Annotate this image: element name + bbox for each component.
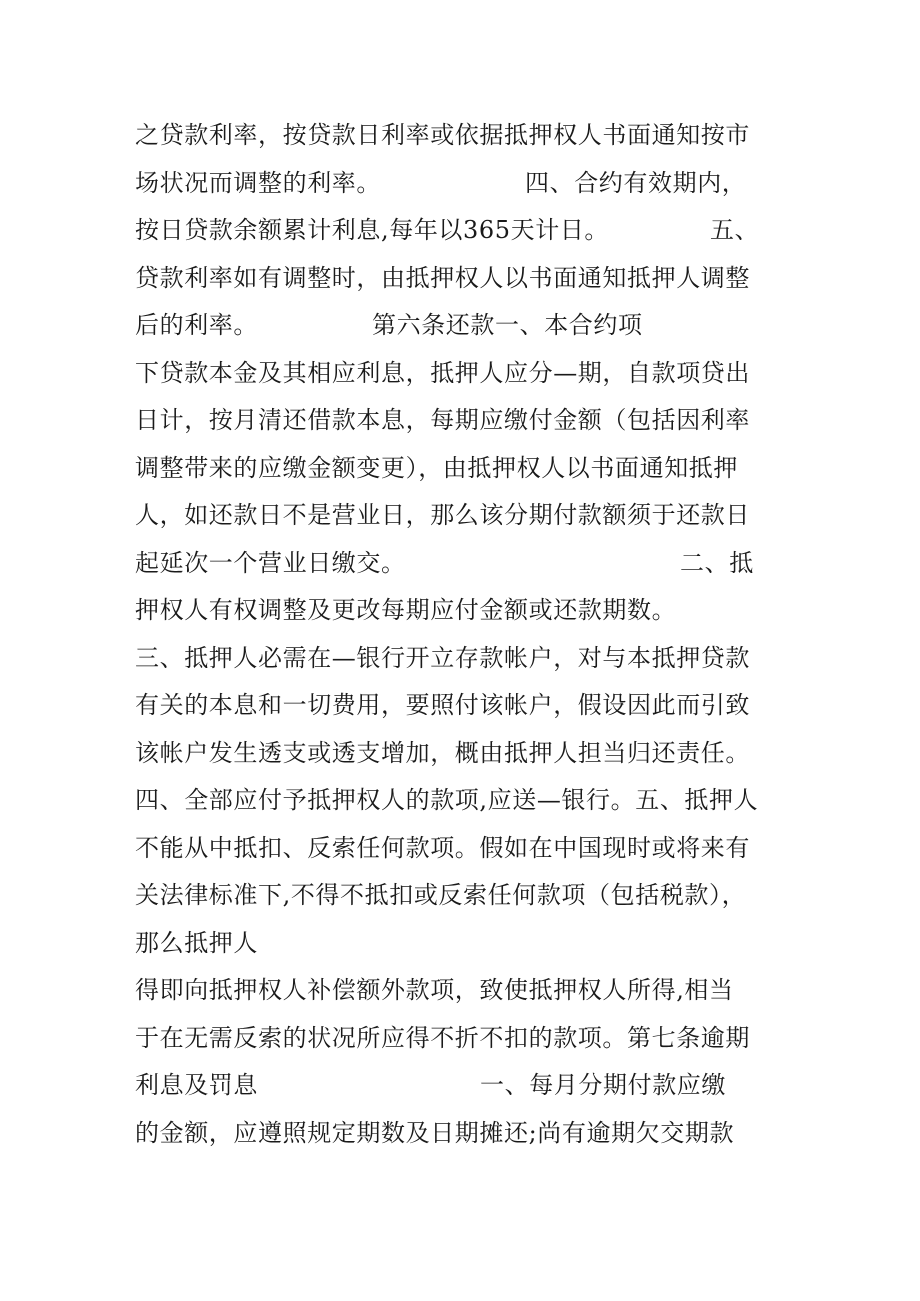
line-text: 得即向抵押权人补偿额外款项，致使抵押权人所得,相当 — [135, 976, 734, 1004]
line-text-right: 四、合约有效期内， — [525, 168, 747, 197]
text-line — [135, 730, 795, 778]
body-text — [135, 112, 795, 1157]
text-line — [135, 967, 795, 1015]
line-text: 三、抵押人必需在—银行开立存款帐户，对与本抵押贷款 — [135, 643, 750, 672]
line-text: 押权人有权调整及更改每期应付金额或还款期数。 — [135, 596, 677, 624]
line-text: 贷款利率如有调整时，由抵押权人以书面通知抵押人调整 — [135, 263, 750, 292]
line-text-right: 二、抵 — [680, 548, 754, 577]
line-text: 利息及罚息 — [135, 1071, 258, 1099]
line-text: 于在无需反索的状况所应得不折不扣的款项。第七条逾期 — [135, 1023, 750, 1052]
text-line — [135, 872, 795, 920]
text-line — [135, 445, 795, 493]
line-text-right: 一、每月分期付款应缴 — [480, 1071, 726, 1099]
text-line — [135, 1062, 795, 1110]
line-text: 关法律标准下,不得不抵扣或反索任何款项（包括税款）， — [135, 881, 747, 909]
text-line — [135, 492, 795, 540]
line-text: 调整带来的应缴金额变更），由抵押权人以书面通知抵押 — [135, 453, 738, 482]
line-text: 场状况而调整的利率。 — [135, 168, 381, 197]
line-text: 之贷款利率，按贷款日利率或依据抵押权人书面通知按市 — [135, 121, 750, 149]
text-line — [135, 587, 795, 635]
line-text: 日计，按月清还借款本息，每期应缴付金额（包括因利率 — [135, 406, 750, 434]
text-line — [135, 777, 795, 825]
text-line — [135, 1015, 795, 1063]
text-line — [135, 635, 795, 683]
line-text: 下贷款本金及其相应利息，抵押人应分—期，自款项贷出 — [135, 358, 750, 387]
text-line — [135, 1110, 795, 1158]
line-text: 该帐户发生透支或透支增加，概由抵押人担当归还责任。 — [135, 738, 750, 767]
line-text: 那么抵押人 — [135, 928, 258, 957]
text-line — [135, 207, 795, 255]
line-text: 按日贷款余额累计利息,每年以365天计日。 — [135, 216, 610, 244]
line-text-right: 第六条还款一、本合约项 — [372, 311, 643, 339]
text-line — [135, 920, 795, 968]
line-text-right: 五、 — [710, 216, 760, 244]
text-line — [135, 350, 795, 398]
text-line — [135, 825, 795, 873]
line-text: 后的利率。 — [135, 311, 258, 339]
text-line — [135, 302, 795, 350]
text-line — [135, 682, 795, 730]
line-text: 有关的本息和一切费用，要照付该帐户，假设因此而引致 — [135, 691, 750, 719]
line-text: 不能从中抵扣、反索任何款项。假如在中国现时或将来有 — [135, 833, 750, 862]
text-line — [135, 112, 795, 160]
text-line — [135, 540, 795, 588]
text-line — [135, 255, 795, 303]
text-line — [135, 397, 795, 445]
text-line — [135, 160, 795, 208]
line-text: 的金额，应遵照规定期数及日期摊还;尚有逾期欠交期款 — [135, 1118, 735, 1147]
line-text: 人，如还款日不是营业日，那么该分期付款额须于还款日 — [135, 501, 750, 529]
line-text: 四、全部应付予抵押权人的款项,应送—银行。五、抵押人 — [135, 786, 759, 814]
line-text: 起延次一个营业日缴交。 — [135, 548, 406, 577]
